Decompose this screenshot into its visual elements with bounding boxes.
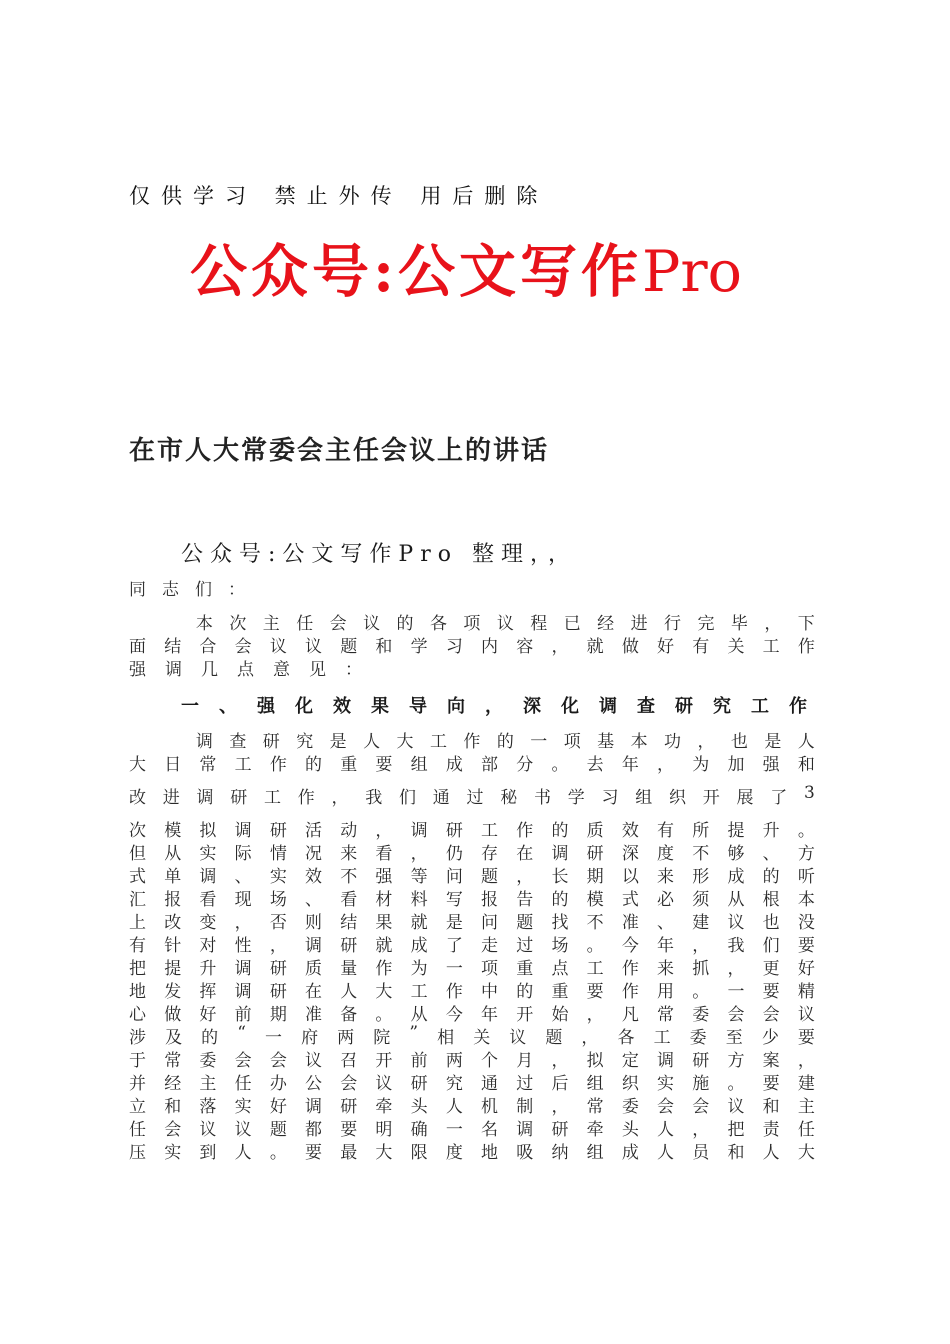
banner-title	[190, 226, 742, 308]
text-line: 面 结 合 会 议 议 题 和 学 习 内 容 ， 就 做 好 有 关 工 作	[129, 637, 815, 657]
text-line: 心 做 好 前 期 准 备 。 从 今 年 开 始 ， 凡 常 委 会 会 议	[129, 1005, 815, 1025]
banner-cn: 公众号:公文写作	[190, 238, 643, 305]
text-line: 有 针 对 性 ， 调 研 就 成 了 走 过 场 。 今 年 ， 我 们 要	[129, 936, 815, 956]
notice-text: 仅供学习 禁止外传 用后删除	[129, 184, 549, 208]
document-title: 在市人大常委会主任会议上的讲话	[129, 436, 550, 466]
text-line: 式 单 调 、 实 效 不 强 等 问 题 ， 长 期 以 来 形 成 的 听	[129, 867, 815, 887]
text-line: 调 查 研 究 是 人 大 工 作 的 一 项 基 本 功 ， 也 是 人	[195, 732, 815, 752]
text-line: 本 次 主 任 会 议 的 各 项 议 程 已 经 进 行 完 毕 ， 下	[195, 614, 815, 634]
text-line: 强 调 几 点 意 见 ：	[129, 660, 362, 680]
text-line: 上 改 变 ， 否 则 结 果 就 是 问 题 找 不 准 、 建 议 也 没	[129, 913, 815, 933]
banner-latin: Pro	[642, 239, 742, 305]
text-line: 并 经 主 任 办 公 会 议 研 究 通 过 后 组 织 实 施 。 要 建	[129, 1074, 815, 1094]
text-line: 大 日 常 工 作 的 重 要 组 成 部 分 。 去 年 ， 为 加 强 和	[129, 755, 815, 775]
text-line: 涉 及 的 “ 一 府 两 院 ” 相 关 议 题 ， 各 工 委 至 少 要	[129, 1023, 815, 1048]
byline: 公众号:公文写作Pro 整理，，	[181, 542, 577, 567]
text-line: 改 进 调 研 工 作 ， 我 们 通 过 秘 书 学 习 组 织 开 展 了 3	[129, 783, 815, 808]
text-line: 地 发 挥 调 研 在 人 大 工 作 中 的 重 要 作 用 。 一 要 精	[129, 982, 815, 1002]
text-line: 任 会 议 议 题 都 要 明 确 一 名 调 研 牵 头 人 ， 把 责 任	[129, 1120, 815, 1140]
text-line: 次 模 拟 调 研 活 动 ， 调 研 工 作 的 质 效 有 所 提 升 。	[129, 821, 815, 841]
text-line: 汇 报 看 现 场 、 看 材 料 写 报 告 的 模 式 必 须 从 根 本	[129, 890, 815, 910]
text-line: 把 提 升 调 研 质 量 作 为 一 项 重 点 工 作 来 抓 ， 更 好	[129, 959, 815, 979]
text-line: 但 从 实 际 情 况 来 看 ， 仍 存 在 调 研 深 度 不 够 、 方	[129, 844, 815, 864]
section-heading-1: 一、强化效果导向，深化调查研究工作	[181, 696, 827, 717]
greeting: 同志们：	[129, 580, 261, 600]
text-line: 压 实 到 人 。 要 最 大 限 度 地 吸 纳 组 成 人 员 和 人 大	[129, 1143, 815, 1163]
text-line: 于 常 委 会 会 议 召 开 前 两 个 月 ， 拟 定 调 研 方 案 ，	[129, 1051, 815, 1071]
text-line: 立 和 落 实 好 调 研 牵 头 人 机 制 ， 常 委 会 会 议 和 主	[129, 1097, 815, 1117]
